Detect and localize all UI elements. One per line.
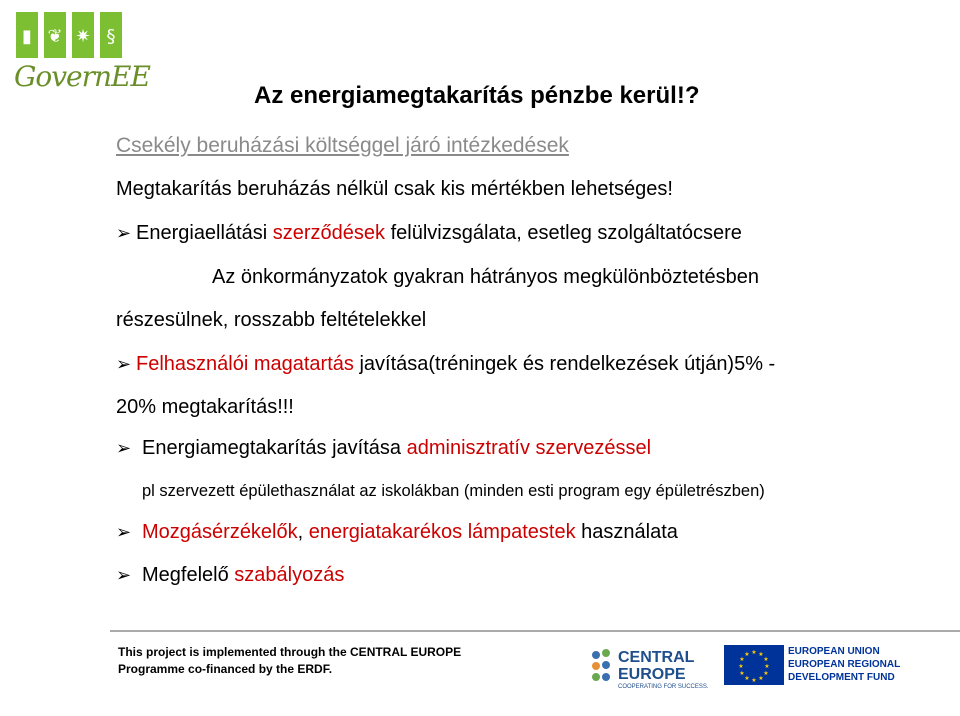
svg-text:COOPERATING FOR SUCCESS.: COOPERATING FOR SUCCESS. — [618, 684, 709, 690]
bullet-3-sub: pl szervezett épülethasználat az iskolákban (minden esti program egy épületrészben) — [142, 482, 765, 500]
bullet-2-cont: 20% megtakarítás!!! — [116, 396, 294, 418]
svg-text:★: ★ — [738, 663, 744, 670]
svg-text:★: ★ — [763, 670, 769, 677]
svg-text:★: ★ — [758, 675, 764, 682]
eu-flag-icon — [724, 645, 784, 685]
sun-icon: ✷ — [70, 10, 96, 60]
arrow-bullet-icon: ➢ — [116, 522, 132, 543]
footer-divider — [110, 630, 960, 632]
bullet-4: ➢ Mozgásérzékelők, energiatakarékos lámpatestek használata — [116, 521, 678, 543]
svg-text:★: ★ — [763, 656, 769, 663]
slide-subtitle: Csekély beruházási költséggel járó intézkedések — [116, 134, 569, 157]
bullet-5: ➢ Megfelelő szabályozás — [116, 564, 345, 586]
footer-text: This project is implemented through the CENTRAL EUROPE Programme co-financed by the ERDF. — [118, 645, 462, 676]
svg-text:★: ★ — [744, 651, 750, 658]
slide-title: Az energiamegtakarítás pénzbe kerül!? — [254, 82, 700, 109]
svg-text:EUROPE: EUROPE — [618, 666, 686, 683]
bullet-2: ➢ Felhasználói magatartás javítása(tréningek és rendelkezések útján)5% - — [116, 353, 776, 375]
arrow-bullet-icon: ➢ — [116, 438, 132, 459]
svg-text:★: ★ — [751, 649, 757, 656]
bullet-3: ➢ Energiamegtakarítás javítása adminisztratív szervezéssel — [116, 437, 652, 459]
central-europe-logo — [586, 645, 716, 691]
bullet-1-sub-2: részesülnek, rosszabb feltételekkel — [116, 309, 427, 331]
svg-text:★: ★ — [751, 677, 757, 684]
arrow-bullet-icon: ➢ — [116, 565, 132, 586]
leaf-icon: ❦ — [42, 10, 68, 60]
bullet-1: ➢ Energiaellátási szerződések felülvizsgálata, esetleg szolgáltatócsere — [116, 222, 742, 244]
svg-text:★: ★ — [758, 651, 764, 658]
bullet-1-sub-1: Az önkormányzatok gyakran hátrányos megkülönböztetésben — [212, 266, 759, 288]
svg-text:CENTRAL: CENTRAL — [618, 649, 695, 666]
svg-text:★: ★ — [739, 670, 745, 677]
intro-text: Megtakarítás beruházás nélkül csak kis mértékben lehetséges! — [116, 178, 673, 200]
svg-text:★: ★ — [744, 675, 750, 682]
logo-text: GovernEE — [14, 60, 150, 93]
eu-fund-label: EUROPEAN UNION EUROPEAN REGIONAL DEVELOPMENT FUND — [788, 646, 901, 683]
arrow-bullet-icon: ➢ — [116, 354, 132, 375]
arrow-bullet-icon: ➢ — [116, 223, 132, 244]
svg-text:★: ★ — [739, 656, 745, 663]
svg-text:★: ★ — [764, 663, 770, 670]
building-icon: ▮ — [14, 10, 40, 60]
paragraph-icon: § — [98, 10, 124, 60]
